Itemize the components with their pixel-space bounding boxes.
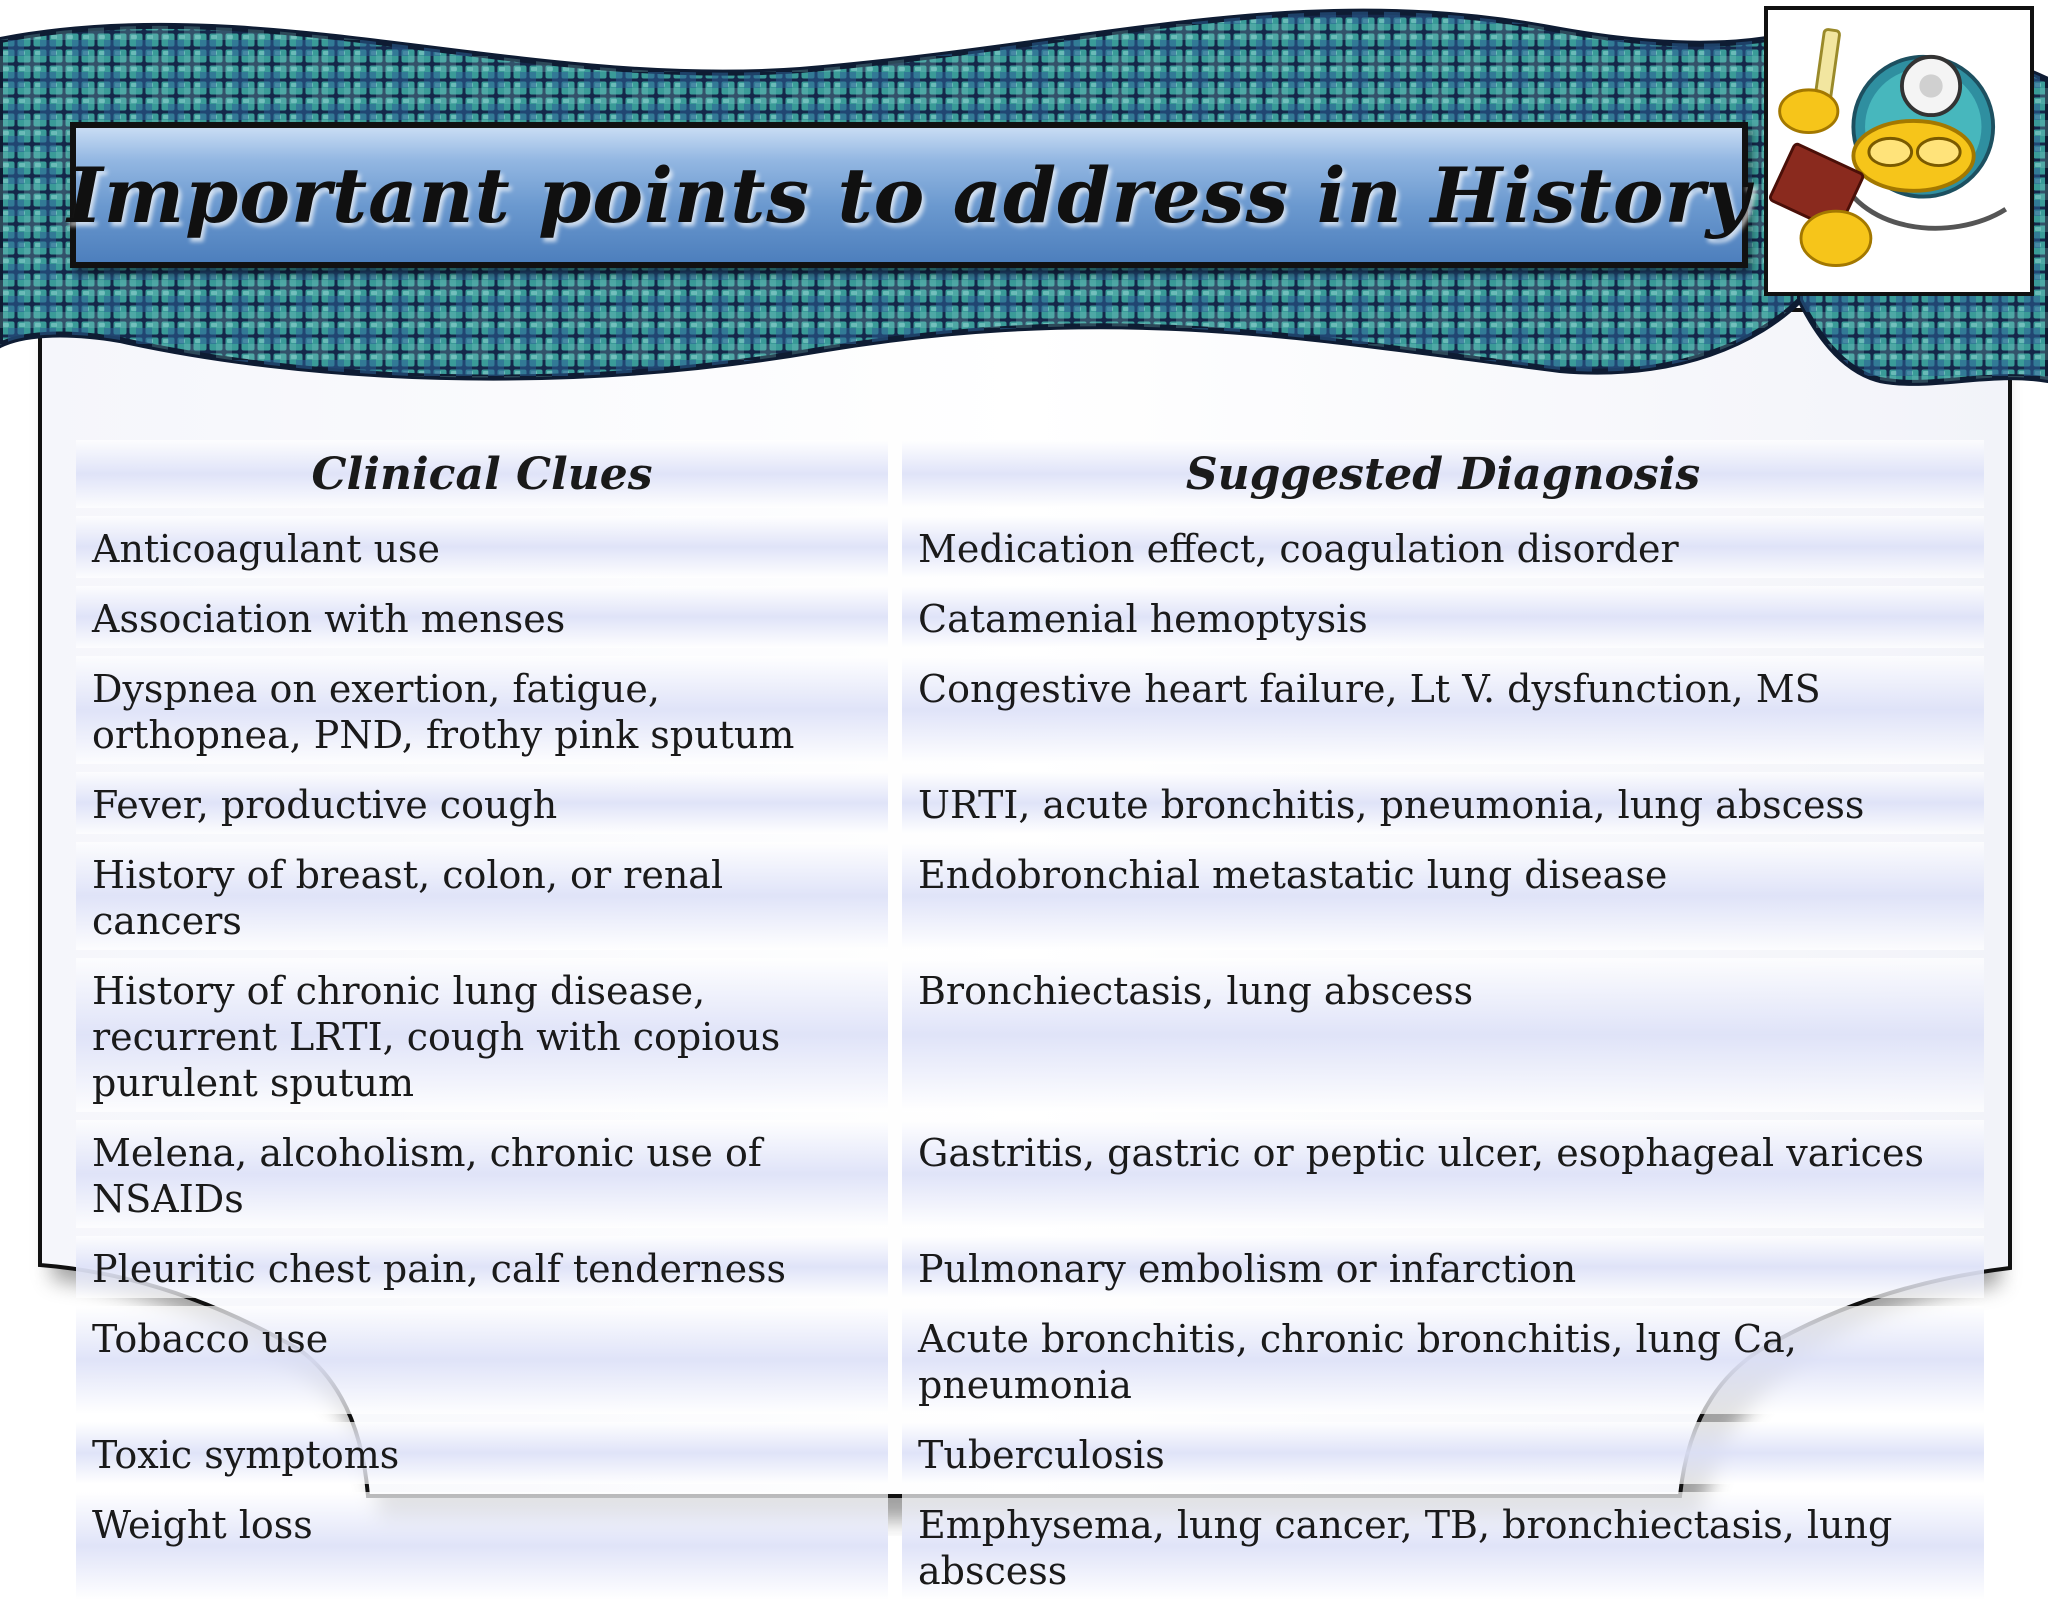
table-row [76,516,1984,578]
table-row [76,1236,1984,1298]
clip-art-frame [1764,6,2034,296]
title-bar [67,122,1751,268]
clinical-clue-cell: Pleuritic chest pain, calf tenderness [76,1236,888,1298]
diagnosis-cell: Endobronchial metastatic lung disease [902,842,1984,950]
diagnosis-cell: Acute bronchitis, chronic bronchitis, lung Ca, pneumonia [902,1306,1984,1414]
table-row [76,1120,1984,1228]
table-row [76,656,1984,764]
table-row [76,772,1984,834]
table-row [76,586,1984,648]
clinical-clue-cell: Tobacco use [76,1306,888,1414]
diagnosis-cell: Gastritis, gastric or peptic ulcer, esophageal varices [902,1120,1984,1228]
clinical-clue-cell: Toxic symptoms [76,1422,888,1484]
table-row [76,1306,1984,1414]
diagnosis-cell: Bronchiectasis, lung abscess [902,958,1984,1112]
clinical-clue-cell: Weight loss [76,1492,888,1600]
table-row [76,958,1984,1112]
diagnosis-cell: Congestive heart failure, Lt V. dysfunction, MS [902,656,1984,764]
clinical-clue-cell: Dyspnea on exertion, fatigue, orthopnea, PND, frothy pink sputum [76,656,888,764]
clinical-clue-cell: History of breast, colon, or renal cancers [76,842,888,950]
diagnosis-cell: Tuberculosis [902,1422,1984,1484]
diagnosis-cell: Pulmonary embolism or infarction [902,1236,1984,1298]
clinical-clue-cell: Fever, productive cough [76,772,888,834]
clinical-clue-cell: History of chronic lung disease, recurrent LRTI, cough with copious purulent sputum [76,958,888,1112]
column-header-clinical-clues: Clinical Clues [76,440,888,508]
column-header-suggested-diagnosis: Suggested Diagnosis [902,440,1984,508]
table-row [76,1422,1984,1484]
diagnosis-cell: URTI, acute bronchitis, pneumonia, lung abscess [902,772,1984,834]
table-header-row [76,440,1984,508]
diagnosis-cell: Emphysema, lung cancer, TB, bronchiectasis, lung abscess [902,1492,1984,1600]
clinical-clue-cell: Melena, alcoholism, chronic use of NSAIDs [76,1120,888,1228]
clinical-clue-cell: Anticoagulant use [76,516,888,578]
clinical-clue-cell: Association with menses [76,586,888,648]
medical-cartoon-icon [1768,10,2030,292]
slide-title: Important points to address in History [67,150,1751,240]
history-table [76,440,1984,1608]
table-row [76,1492,1984,1600]
diagnosis-cell: Medication effect, coagulation disorder [902,516,1984,578]
table-row [76,842,1984,950]
diagnosis-cell: Catamenial hemoptysis [902,586,1984,648]
